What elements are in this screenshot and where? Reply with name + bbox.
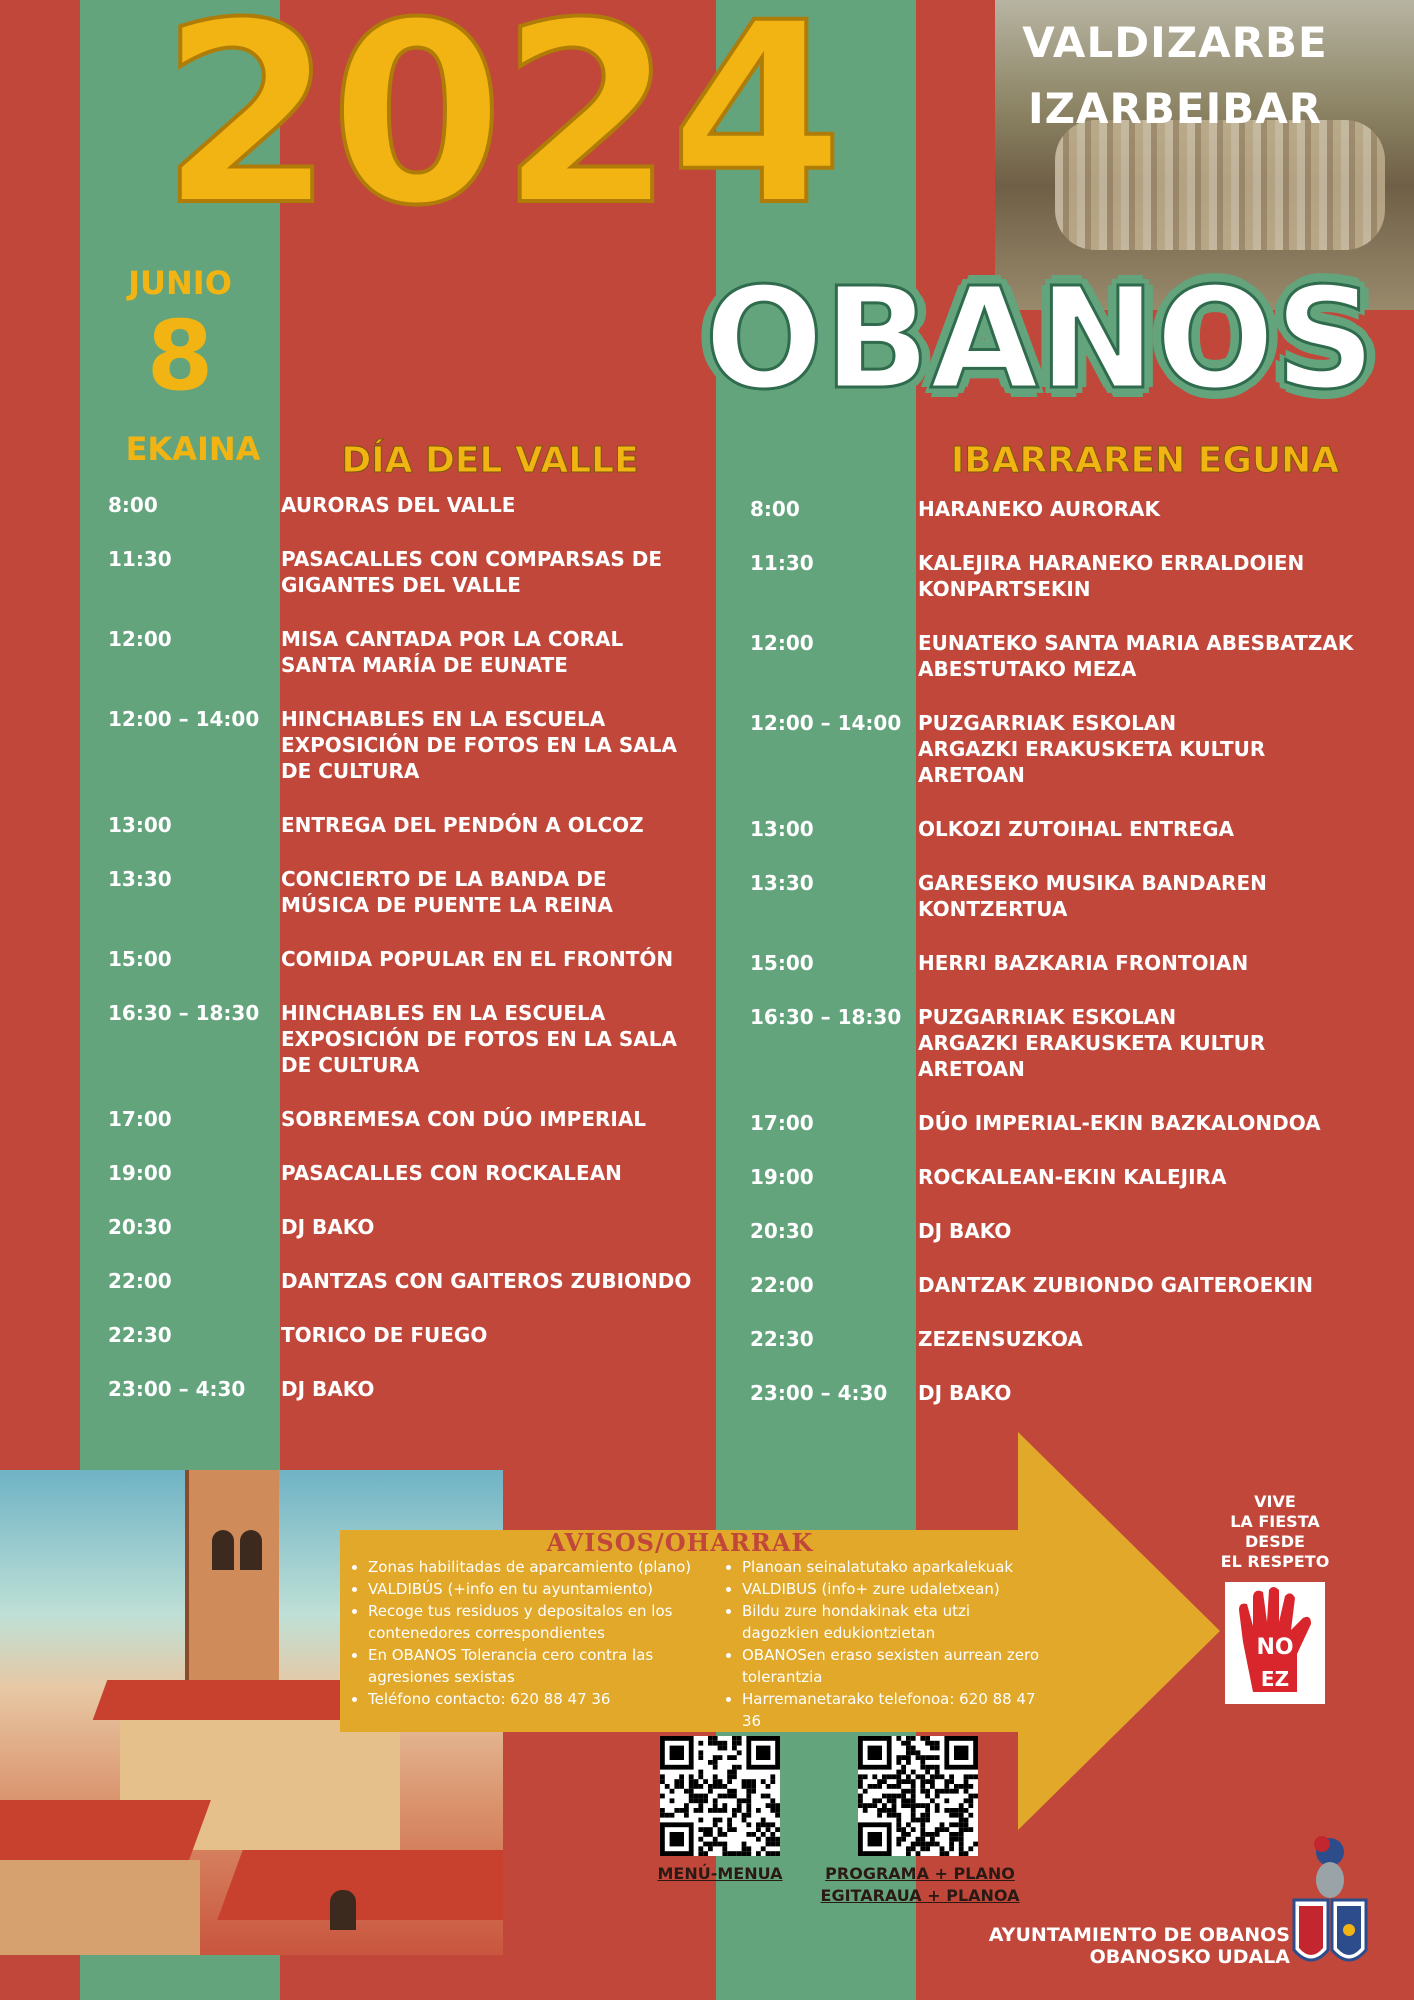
schedule-time: 22:00 [750, 1273, 814, 1297]
hand-stop-icon [1225, 1582, 1325, 1704]
respect-message [1200, 1492, 1350, 1572]
schedule-time: 15:00 [108, 947, 172, 971]
schedule-time: 13:00 [108, 813, 172, 837]
schedule-event: DJ BAKO [281, 1377, 375, 1401]
date-month-es: JUNIO [128, 264, 232, 302]
notice-item: • VALDIBUS (info+ zure udaletxean) [742, 1578, 1042, 1600]
notice-item: • VALDIBÚS (+info en tu ayuntamiento) [368, 1578, 713, 1600]
schedule-time: 13:00 [750, 817, 814, 841]
schedule-event: ROCKALEAN-EKIN KALEJIRA [918, 1165, 1227, 1189]
notice-item: • Bildu zure hondakinak eta utzi dagozkien edukiontzietan [742, 1600, 1042, 1644]
qr-program-label-eu[interactable]: EGITARAUA + PLANOA [820, 1886, 1020, 1905]
notices-box [340, 1528, 1040, 1730]
qr-code-menu[interactable] [660, 1736, 780, 1856]
respect-line-2: LA FIESTA [1230, 1512, 1320, 1531]
schedule-time: 22:30 [108, 1323, 172, 1347]
schedule-event: DJ BAKO [918, 1219, 1012, 1243]
qr-code-program[interactable] [858, 1736, 978, 1856]
schedule-time: 12:00 [750, 631, 814, 655]
schedule-time: 8:00 [108, 493, 158, 517]
schedule-event: DJ BAKO [281, 1215, 375, 1239]
schedule-event: SOBREMESA CON DÚO IMPERIAL [281, 1107, 647, 1131]
schedule-time: 12:00 [108, 627, 172, 651]
schedule-time: 19:00 [750, 1165, 814, 1189]
schedule-event: DJ BAKO [918, 1381, 1012, 1405]
schedule-event: PASACALLES CON ROCKALEAN [281, 1161, 622, 1185]
badge-no-text: NO [1256, 1635, 1294, 1660]
schedule-time: 22:30 [750, 1327, 814, 1351]
schedule-time: 8:00 [750, 497, 800, 521]
town-title: OBANOS [704, 258, 1376, 421]
region-name-es: VALDIZARBE [1022, 18, 1328, 67]
notice-item: • Planoan seinalatutako aparkalekuak [742, 1556, 1042, 1578]
schedule-time: 16:30 – 18:30 [750, 1005, 902, 1029]
schedule-event: MISA CANTADA POR LA CORAL SANTA MARÍA DE EUNATE [281, 627, 624, 677]
notice-item: • Harremanetarako telefonoa: 620 88 47 36 [742, 1688, 1042, 1732]
notice-item: • Recoge tus residuos y depositalos en los contenedores correspondientes [368, 1600, 713, 1644]
notice-item: • Teléfono contacto: 620 88 47 36 [368, 1688, 713, 1710]
schedule-time: 17:00 [108, 1107, 172, 1131]
schedule-event: PUZGARRIAK ESKOLAN ARGAZKI ERAKUSKETA KULTUR ARETOAN [918, 711, 1266, 787]
schedule-event: AURORAS DEL VALLE [281, 493, 516, 517]
schedule-title-eu: IBARRAREN EGUNA [950, 440, 1340, 481]
town-council-es: AYUNTAMIENTO DE OBANOS [988, 1924, 1290, 1946]
respect-line-3: DESDE [1245, 1532, 1305, 1551]
schedule-es [108, 492, 708, 1412]
notice-item: • En OBANOS Tolerancia cero contra las agresiones sexistas [368, 1644, 713, 1688]
region-name-eu: IZARBEIBAR [1027, 84, 1323, 133]
qr-program-label[interactable]: PROGRAMA + PLANO [825, 1864, 1015, 1883]
date-month-eu: EKAINA [125, 430, 261, 468]
schedule-title-es: DÍA DEL VALLE [341, 440, 639, 481]
respect-line-1: VIVE [1254, 1492, 1296, 1511]
notices-list-eu [724, 1556, 1042, 1732]
schedule-time: 23:00 – 4:30 [750, 1381, 888, 1405]
schedule-event: HINCHABLES EN LA ESCUELA EXPOSICIÓN DE FOTOS EN LA SALA DE CULTURA [281, 707, 677, 783]
notice-item: • Zonas habilitadas de aparcamiento (plano) [368, 1556, 713, 1578]
coat-of-arms-icon [1290, 1830, 1370, 1980]
town-council-eu: OBANOSKO UDALA [1089, 1946, 1290, 1968]
notices-list-es [350, 1556, 713, 1710]
schedule-time: 22:00 [108, 1269, 172, 1293]
schedule-time: 12:00 – 14:00 [108, 707, 260, 731]
schedule-eu [750, 496, 1390, 1416]
schedule-event: DANTZAS CON GAITEROS ZUBIONDO [281, 1269, 692, 1293]
schedule-event: OLKOZI ZUTOIHAL ENTREGA [918, 817, 1235, 841]
no-aggression-badge [1225, 1582, 1325, 1704]
schedule-event: ZEZENSUZKOA [918, 1327, 1083, 1351]
town-council-credit [930, 1924, 1290, 1968]
schedule-event: HARANEKO AURORAK [918, 497, 1160, 521]
notice-item: • OBANOSen eraso sexisten aurrean zero tolerantzia [742, 1644, 1042, 1688]
schedule-event: PUZGARRIAK ESKOLAN ARGAZKI ERAKUSKETA KULTUR ARETOAN [918, 1005, 1266, 1081]
notices-title: AVISOS/OHARRAK [546, 1528, 814, 1557]
schedule-time: 13:30 [750, 871, 814, 895]
schedule-event: DÚO IMPERIAL-EKIN BAZKALONDOA [918, 1111, 1321, 1135]
schedule-time: 23:00 – 4:30 [108, 1377, 246, 1401]
schedule-time: 19:00 [108, 1161, 172, 1185]
schedule-event: EUNATEKO SANTA MARIA ABESBATZAK ABESTUTAKO MEZA [918, 631, 1354, 681]
schedule-event: CONCIERTO DE LA BANDA DE MÚSICA DE PUENTE LA REINA [281, 867, 613, 917]
schedule-time: 11:30 [750, 551, 814, 575]
schedule-event: DANTZAK ZUBIONDO GAITEROEKIN [918, 1273, 1314, 1297]
schedule-time: 12:00 – 14:00 [750, 711, 902, 735]
schedule-event: GARESEKO MUSIKA BANDAREN KONTZERTUA [918, 871, 1267, 921]
year-heading: 2024 [160, 0, 840, 260]
schedule-time: 17:00 [750, 1111, 814, 1135]
schedule-time: 15:00 [750, 951, 814, 975]
date-day: 8 [146, 300, 214, 412]
schedule-event: COMIDA POPULAR EN EL FRONTÓN [281, 947, 674, 971]
schedule-event: HINCHABLES EN LA ESCUELA EXPOSICIÓN DE FOTOS EN LA SALA DE CULTURA [281, 1001, 677, 1077]
schedule-event: ENTREGA DEL PENDÓN A OLCOZ [281, 813, 644, 837]
badge-ez-text: EZ [1260, 1667, 1290, 1691]
respect-line-4: EL RESPETO [1220, 1552, 1330, 1571]
schedule-time: 13:30 [108, 867, 172, 891]
schedule-time: 16:30 – 18:30 [108, 1001, 260, 1025]
schedule-event: TORICO DE FUEGO [281, 1323, 488, 1347]
schedule-event: HERRI BAZKARIA FRONTOIAN [918, 951, 1249, 975]
schedule-time: 20:30 [108, 1215, 172, 1239]
schedule-time: 11:30 [108, 547, 172, 571]
schedule-event: PASACALLES CON COMPARSAS DE GIGANTES DEL VALLE [281, 547, 663, 597]
schedule-time: 20:30 [750, 1219, 814, 1243]
schedule-event: KALEJIRA HARANEKO ERRALDOIEN KONPARTSEKIN [918, 551, 1305, 601]
qr-menu-label[interactable]: MENÚ-MENUA [657, 1864, 783, 1883]
